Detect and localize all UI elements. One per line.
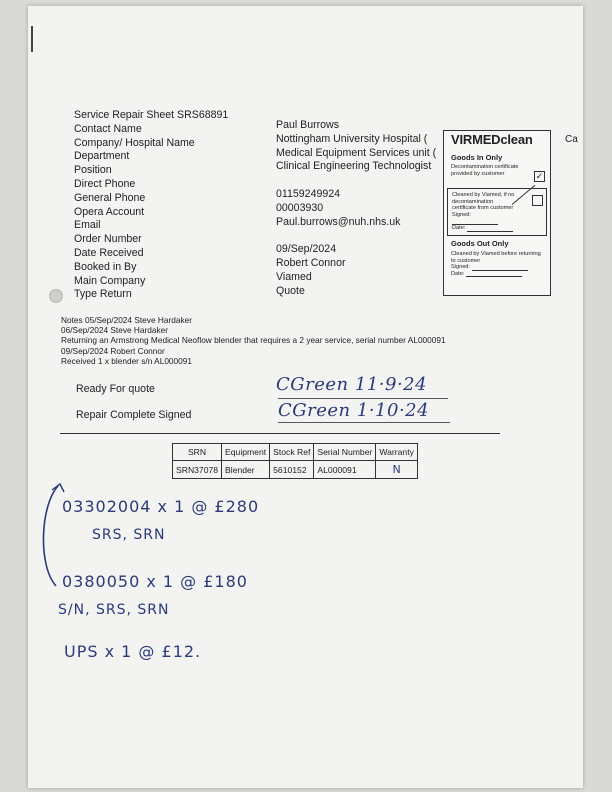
value-type-return: Quote	[276, 284, 305, 297]
repair-sheet-page	[28, 6, 583, 788]
goods-out-title: Goods Out Only	[451, 239, 509, 248]
repair-complete-signature: CGreen 1·10·24	[278, 400, 430, 421]
value-general-phone: 01159249924	[276, 187, 341, 200]
note-line: Notes 05/Sep/2024 Steve Hardaker	[61, 315, 192, 325]
col-serial-number: Serial Number	[314, 444, 376, 461]
label-opera-account: Opera Account	[74, 205, 145, 218]
label-contact-name: Contact Name	[74, 122, 142, 135]
cleaned-signed-label: Signed:	[452, 211, 471, 218]
handwritten-line: 03302004 x 1 @ £280	[62, 497, 260, 516]
repair-complete-label: Repair Complete Signed	[76, 409, 192, 421]
label-email: Email	[74, 219, 101, 232]
goods-in-title: Goods In Only	[451, 153, 503, 162]
handwritten-bracket	[28, 6, 583, 788]
goods-in-checkbox: ✓	[535, 171, 544, 181]
cell-stock-ref: 5610152	[270, 461, 314, 479]
goods-out-desc: Cleaned by Viamed before returning to customer	[451, 251, 541, 264]
col-srn: SRN	[173, 444, 222, 461]
value-date-received: 09/Sep/2024	[276, 243, 337, 256]
cell-equipment: Blender	[222, 461, 270, 479]
label-main-company: Main Company	[74, 274, 146, 287]
ready-for-quote-label: Ready For quote	[76, 383, 155, 395]
value-position: Clinical Engineering Technologist	[276, 160, 432, 173]
label-company: Company/ Hospital Name	[74, 136, 195, 149]
goods-out-signed-label: Signed:	[451, 264, 470, 271]
value-email: Paul.burrows@nuh.nhs.uk	[276, 215, 401, 228]
value-booked-in-by: Robert Connor	[276, 256, 346, 269]
label-department: Department	[74, 150, 130, 163]
virmed-brand: VIRMEDclean	[451, 132, 533, 147]
cell-warranty: N	[376, 461, 418, 479]
cell-srn: SRN37078	[173, 461, 222, 479]
label-order-number: Order Number	[74, 233, 142, 246]
note-line: 09/Sep/2024 Robert Connor	[61, 345, 165, 356]
cleaned-date-label: Date:	[452, 224, 466, 231]
goods-in-text: Decontamination certificate provided by customer	[451, 164, 519, 177]
label-general-phone: General Phone	[74, 191, 146, 204]
note-line: 06/Sep/2024 Steve Hardaker	[61, 325, 169, 336]
handwritten-line: SRS, SRN	[92, 527, 166, 543]
note-line: Received 1 x blender s/n AL000091	[61, 355, 192, 366]
ready-for-quote-signature: CGreen 11·9·24	[276, 374, 428, 395]
value-department: Medical Equipment Services unit (	[276, 146, 437, 159]
col-stock-ref: Stock Ref	[270, 444, 314, 461]
sheet-title: Service Repair Sheet SRS68891	[74, 109, 229, 121]
label-booked-in-by: Booked in By	[74, 260, 137, 273]
label-position: Position	[74, 164, 112, 177]
value-main-company: Viamed	[276, 270, 312, 283]
handwritten-line: UPS x 1 @ £12.	[64, 642, 202, 661]
value-company: Nottingham University Hospital (	[276, 132, 428, 145]
cutoff-text: Ca	[565, 134, 578, 145]
handwritten-line: S/N, SRS, SRN	[58, 602, 170, 618]
label-type-return: Type Return	[74, 288, 132, 301]
value-contact-name: Paul Burrows	[276, 119, 339, 131]
note-line: Returning an Armstrong Medical Neoflow blender that requires a 2 year service, serial number AL000091	[61, 335, 446, 346]
cell-serial-number: AL000091	[314, 461, 376, 479]
label-date-received: Date Received	[74, 246, 144, 259]
col-equipment: Equipment	[222, 444, 270, 461]
value-opera-account: 00003930	[276, 201, 324, 214]
goods-out-date-label: Date:	[451, 270, 465, 277]
col-warranty: Warranty	[376, 444, 418, 461]
handwritten-line: 0380050 x 1 @ £180	[62, 572, 248, 591]
label-direct-phone: Direct Phone	[74, 177, 136, 190]
cleaned-desc: Cleaned by Viamed, if no decontamination certificate from customer	[452, 192, 515, 212]
